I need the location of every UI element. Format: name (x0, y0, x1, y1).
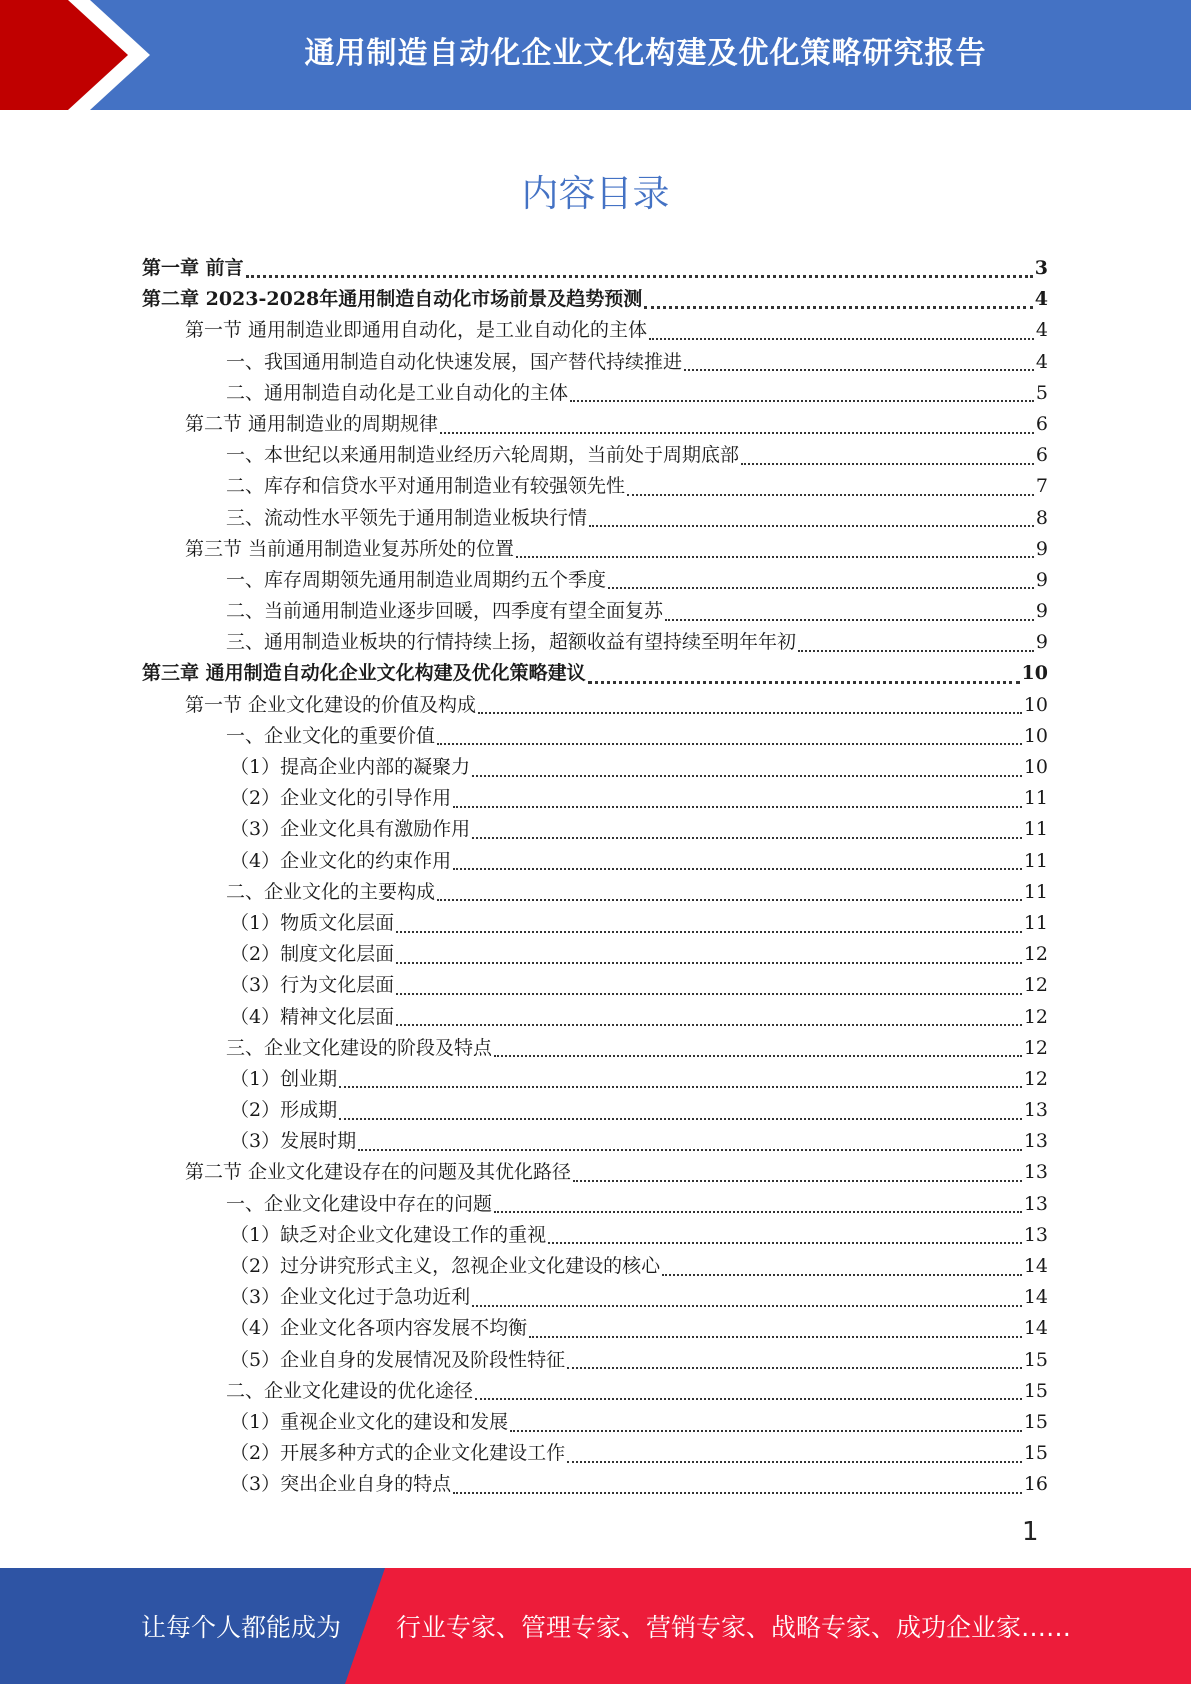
dot-leader (437, 899, 1022, 901)
toc-entry-text: （5）企业自身的发展情况及阶段性特征 (230, 1348, 566, 1371)
toc-entry-subsection[interactable] (142, 877, 1048, 908)
toc-entry-subsection[interactable] (142, 347, 1048, 378)
toc-entry-subsection[interactable] (142, 596, 1048, 627)
dot-leader (478, 712, 1022, 714)
toc-entry-text: 一、库存周期领先通用制造业周期约五个季度 (226, 568, 607, 591)
toc-entry-item[interactable] (142, 783, 1048, 814)
toc-entry-item[interactable] (142, 970, 1048, 1001)
toc-entry-page: 12 (1023, 1067, 1048, 1090)
dot-leader (396, 993, 1022, 995)
toc-entry-section[interactable] (142, 1157, 1048, 1188)
toc-entry-item[interactable] (142, 1407, 1048, 1438)
toc-entry-text: （1）提高企业内部的凝聚力 (230, 756, 471, 778)
dot-leader (396, 962, 1022, 964)
dot-leader (453, 868, 1022, 870)
toc-entry-text: 一、我国通用制造自动化快速发展，国产替代持续推进 (226, 350, 683, 373)
dot-leader (570, 400, 1034, 402)
toc-entry-page: 7 (1035, 475, 1048, 498)
toc-entry-page: 11 (1023, 880, 1048, 903)
toc-entry-text: （3）企业文化过于急功近利 (230, 1286, 471, 1309)
toc-entry-page: 13 (1023, 1223, 1048, 1246)
toc-entry-subsection[interactable] (142, 627, 1048, 658)
dot-leader (644, 306, 1033, 309)
dot-leader (246, 275, 1033, 278)
toc-entry-page: 12 (1023, 1005, 1048, 1028)
toc-entry-page: 15 (1023, 1410, 1048, 1433)
toc-entry-text: 二、当前通用制造业逐步回暖，四季度有望全面复苏 (226, 600, 664, 623)
toc-entry-page: 4 (1035, 350, 1048, 373)
toc-entry-section[interactable] (142, 534, 1048, 565)
toc-entry-page: 12 (1023, 974, 1048, 997)
toc-entry-text: 第三章 通用制造自动化企业文化构建及优化策略建议 (142, 662, 586, 685)
toc-entry-subsection[interactable] (142, 1376, 1048, 1407)
toc-entry-item[interactable] (142, 908, 1048, 939)
dot-leader (567, 1461, 1022, 1463)
toc-entry-subsection[interactable] (142, 503, 1048, 534)
toc-entry-page: 11 (1023, 818, 1048, 841)
toc-entry-page: 13 (1023, 1161, 1048, 1184)
footer-banner (0, 1568, 1191, 1684)
toc-entry-text: 第二章 2023-2028年通用制造自动化市场前景及趋势预测 (142, 288, 643, 311)
toc-entry-item[interactable] (142, 1220, 1048, 1251)
dot-leader (472, 837, 1022, 839)
toc-entry-text: （2）过分讲究形式主义，忽视企业文化建设的核心 (230, 1255, 661, 1277)
toc-entry-text: 第二节 企业文化建设存在的问题及其优化路径 (185, 1161, 572, 1184)
dot-leader (548, 1242, 1022, 1244)
toc-entry-section[interactable] (142, 690, 1048, 721)
toc-entry-page: 16 (1023, 1473, 1048, 1496)
page-number: 1 (1022, 1517, 1039, 1547)
toc-entry-subsection[interactable] (142, 565, 1048, 596)
report-title: 通用制造自动化企业文化构建及优化策略研究报告 (304, 36, 987, 71)
toc-entry-item[interactable] (142, 1313, 1048, 1344)
footer-slogan-left: 让每个人都能成为 (141, 1613, 342, 1642)
toc-entry-page: 5 (1035, 381, 1048, 404)
dot-leader (494, 1055, 1022, 1057)
dot-leader (627, 494, 1034, 496)
toc-entry-page: 14 (1023, 1255, 1048, 1277)
toc-entry-text: （2）开展多种方式的企业文化建设工作 (230, 1442, 566, 1465)
toc-entry-section[interactable] (142, 409, 1048, 440)
table-of-contents (142, 253, 1048, 1501)
toc-entry-item[interactable] (142, 1095, 1048, 1126)
toc-entry-text: （4）精神文化层面 (230, 1005, 395, 1028)
toc-entry-item[interactable] (142, 1002, 1048, 1033)
toc-entry-text: 一、本世纪以来通用制造业经历六轮周期，当前处于周期底部 (226, 444, 740, 467)
toc-entry-page: 12 (1023, 943, 1048, 966)
toc-entry-text: 一、企业文化建设中存在的问题 (226, 1192, 493, 1215)
toc-entry-text: 二、企业文化建设的优化途径 (226, 1379, 474, 1402)
toc-entry-subsection[interactable] (142, 1033, 1048, 1064)
toc-entry-text: （4）企业文化各项内容发展不均衡 (230, 1317, 528, 1340)
toc-entry-text: （1）物质文化层面 (230, 911, 395, 934)
toc-entry-text: （1）创业期 (230, 1067, 338, 1090)
toc-entry-text: 第三节 当前通用制造业复苏所处的位置 (185, 537, 515, 560)
dot-leader (589, 525, 1034, 527)
toc-entry-text: （3）企业文化具有激励作用 (230, 818, 471, 841)
toc-entry-text: （2）企业文化的引导作用 (230, 787, 452, 810)
toc-entry-item[interactable] (142, 1345, 1048, 1376)
toc-entry-subsection[interactable] (142, 721, 1048, 752)
toc-entry-page: 10 (1023, 756, 1048, 778)
toc-entry-text: 一、企业文化的重要价值 (226, 724, 436, 747)
dot-leader (472, 1305, 1022, 1307)
dot-leader (573, 1180, 1022, 1182)
toc-entry-page: 15 (1023, 1348, 1048, 1371)
toc-entry-item[interactable] (142, 1282, 1048, 1313)
dot-leader (649, 338, 1034, 340)
toc-entry-subsection[interactable] (142, 440, 1048, 471)
dot-leader (494, 1211, 1022, 1213)
toc-entry-page: 10 (1023, 693, 1048, 716)
toc-entry-item[interactable] (142, 752, 1048, 783)
dot-leader (529, 1336, 1022, 1338)
toc-entry-subsection[interactable] (142, 471, 1048, 502)
dot-leader (684, 369, 1034, 371)
toc-entry-text: （2）制度文化层面 (230, 943, 395, 966)
toc-entry-text: 三、通用制造业板块的行情持续上扬，超额收益有望持续至明年年初 (226, 631, 797, 654)
toc-entry-page: 14 (1023, 1317, 1048, 1340)
toc-entry-chapter-1[interactable] (142, 253, 1048, 284)
footer-slogan-right: 行业专家、管理专家、营销专家、战略专家、成功企业家…… (396, 1613, 1072, 1642)
dot-leader (475, 1398, 1022, 1400)
toc-entry-text: 三、流动性水平领先于通用制造业板块行情 (226, 506, 588, 529)
toc-entry-item[interactable] (142, 1064, 1048, 1095)
toc-entry-page: 15 (1023, 1442, 1048, 1465)
dot-leader (798, 650, 1034, 652)
toc-entry-page: 9 (1035, 568, 1048, 591)
toc-entry-subsection[interactable] (142, 1189, 1048, 1220)
toc-entry-page: 4 (1035, 319, 1048, 342)
dot-leader (516, 556, 1034, 558)
toc-entry-item[interactable] (142, 1469, 1048, 1500)
dot-leader (662, 1274, 1022, 1276)
toc-entry-page: 9 (1035, 600, 1048, 623)
toc-entry-page: 11 (1023, 787, 1048, 810)
toc-entry-item[interactable] (142, 1126, 1048, 1157)
toc-entry-text: 第二节 通用制造业的周期规律 (185, 412, 439, 435)
dot-leader (472, 775, 1022, 777)
toc-entry-text: 第一章 前言 (142, 257, 244, 279)
toc-entry-page: 9 (1035, 537, 1048, 560)
dot-leader (339, 1086, 1022, 1088)
toc-entry-section[interactable] (142, 315, 1048, 346)
toc-entry-text: 第一节 通用制造业即通用自动化，是工业自动化的主体 (185, 319, 648, 342)
dot-leader (396, 931, 1022, 933)
toc-heading: 内容目录 (521, 172, 670, 215)
toc-entry-item[interactable] (142, 939, 1048, 970)
toc-entry-text: 二、通用制造自动化是工业自动化的主体 (226, 381, 569, 404)
toc-entry-page: 10 (1021, 662, 1048, 685)
dot-leader (437, 743, 1022, 745)
toc-entry-chapter-2[interactable] (142, 284, 1048, 315)
toc-entry-page: 11 (1023, 911, 1048, 934)
header-banner (0, 0, 1191, 110)
toc-entry-item[interactable] (142, 1251, 1048, 1282)
toc-entry-page: 13 (1023, 1130, 1048, 1153)
toc-entry-text: 二、库存和信贷水平对通用制造业有较强领先性 (226, 475, 626, 498)
dot-leader (608, 587, 1034, 589)
dot-leader (453, 806, 1022, 808)
dot-leader (358, 1149, 1022, 1151)
dot-leader (510, 1430, 1022, 1432)
toc-entry-page: 15 (1023, 1379, 1048, 1402)
toc-entry-page: 6 (1035, 412, 1048, 435)
dot-leader (741, 463, 1034, 465)
toc-entry-page: 3 (1034, 257, 1048, 279)
dot-leader (588, 681, 1020, 684)
toc-entry-text: （1）缺乏对企业文化建设工作的重视 (230, 1223, 547, 1246)
toc-entry-item[interactable] (142, 846, 1048, 877)
toc-entry-page: 8 (1035, 506, 1048, 529)
toc-entry-text: （3）突出企业自身的特点 (230, 1473, 452, 1496)
dot-leader (665, 619, 1034, 621)
toc-entry-subsection[interactable] (142, 378, 1048, 409)
toc-entry-page: 10 (1023, 724, 1048, 747)
toc-entry-text: 二、企业文化的主要构成 (226, 880, 436, 903)
dot-leader (396, 1024, 1022, 1026)
dot-leader (440, 432, 1034, 434)
toc-entry-page: 11 (1023, 849, 1048, 872)
toc-entry-chapter-3[interactable] (142, 658, 1048, 689)
dot-leader (567, 1367, 1022, 1369)
toc-entry-text: （2）形成期 (230, 1099, 338, 1122)
toc-entry-text: （3）行为文化层面 (230, 974, 395, 997)
toc-entry-page: 4 (1034, 288, 1048, 311)
toc-entry-text: （1）重视企业文化的建设和发展 (230, 1410, 509, 1433)
toc-entry-text: （4）企业文化的约束作用 (230, 849, 452, 872)
toc-entry-page: 12 (1023, 1036, 1048, 1059)
toc-entry-item[interactable] (142, 1438, 1048, 1469)
toc-entry-page: 6 (1035, 444, 1048, 467)
toc-entry-text: 第一节 企业文化建设的价值及构成 (185, 693, 477, 716)
toc-entry-text: 三、企业文化建设的阶段及特点 (226, 1036, 493, 1059)
dot-leader (453, 1492, 1022, 1494)
toc-entry-page: 14 (1023, 1286, 1048, 1309)
toc-entry-item[interactable] (142, 814, 1048, 845)
dot-leader (339, 1118, 1022, 1120)
toc-entry-page: 9 (1035, 631, 1048, 654)
toc-entry-page: 13 (1023, 1192, 1048, 1215)
toc-entry-text: （3）发展时期 (230, 1130, 357, 1153)
toc-entry-page: 13 (1023, 1099, 1048, 1122)
